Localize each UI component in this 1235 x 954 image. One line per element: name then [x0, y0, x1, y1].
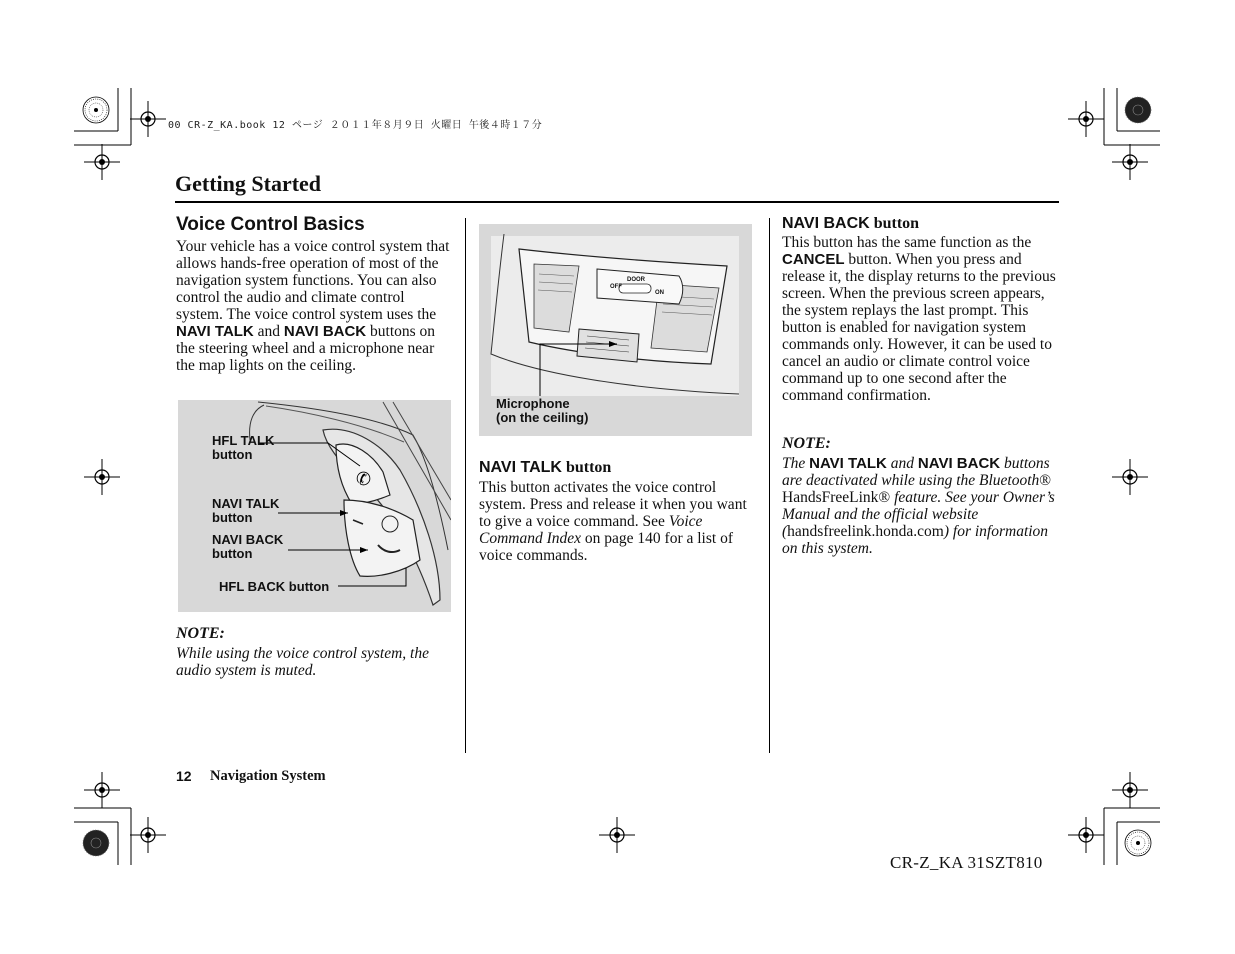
note-title: NOTE: — [176, 625, 225, 642]
navi-talk-label: NAVI TALK button — [212, 496, 280, 525]
document-id: CR-Z_KA 31SZT810 — [890, 853, 1043, 872]
hfl-note-title: NOTE: — [782, 435, 831, 452]
title-rule — [175, 201, 1059, 203]
hfl-note-text: The NAVI TALK and NAVI BACK buttons are deactivated while using the Bluetooth® HandsFreeLink® feature. See your Owner’s Manual and the official website (handsfreelink.honda.com) for information on this system. — [782, 455, 1055, 557]
svg-text:✆: ✆ — [356, 469, 372, 490]
navi-talk-heading: NAVI TALK button — [479, 459, 612, 476]
on-label: ON — [655, 290, 664, 296]
door-label: DOOR — [627, 277, 645, 283]
voice-control-heading: Voice Control Basics — [176, 214, 365, 235]
note-text: While using the voice control system, the audio system is muted. — [176, 645, 429, 679]
microphone-label: Microphone (on the ceiling) — [496, 396, 589, 425]
steering-wheel-figure — [178, 400, 451, 612]
intro-paragraph: Your vehicle has a voice control system that allows hands-free operation of most of the navigation system functions. You can also control the audio and climate control system. The voice control system uses the NAVI TALK and NAVI BACK buttons on the steering wheel and a microphone near the map lights on the ceiling. — [176, 238, 450, 374]
column-divider — [465, 218, 466, 753]
ceiling-microphone-figure — [479, 224, 752, 436]
navi-back-heading: NAVI BACK button — [782, 215, 920, 232]
navi-back-paragraph: This button has the same function as the CANCEL button. When you press and release it, the display returns to the previous screen. When the previous screen appears, the system replays the last prompt. This button is enabled for navigation system commands only. However, it can be used to cancel an audio or climate control voice command up to one second after the command confirmation. — [782, 234, 1056, 404]
navi-talk-paragraph: This button activates the voice control system. Press and release it when you want to give a voice command. See Voice Command Index on page 140 for a list of voice commands. — [479, 479, 747, 564]
section-title: Getting Started — [175, 171, 322, 196]
page-number: 12 — [176, 768, 192, 784]
footer-title: Navigation System — [210, 768, 326, 784]
hfl-back-label: HFL BACK button — [219, 579, 330, 594]
navi-back-label: NAVI BACK button — [212, 532, 284, 561]
off-label: OFF — [610, 284, 622, 290]
print-header: 00 CR-Z_KA.book 12 ページ ２０１１年８月９日 火曜日 午後４時１７分 — [168, 120, 543, 131]
hfl-talk-label: HFL TALK button — [212, 433, 275, 462]
column-divider — [769, 218, 770, 753]
